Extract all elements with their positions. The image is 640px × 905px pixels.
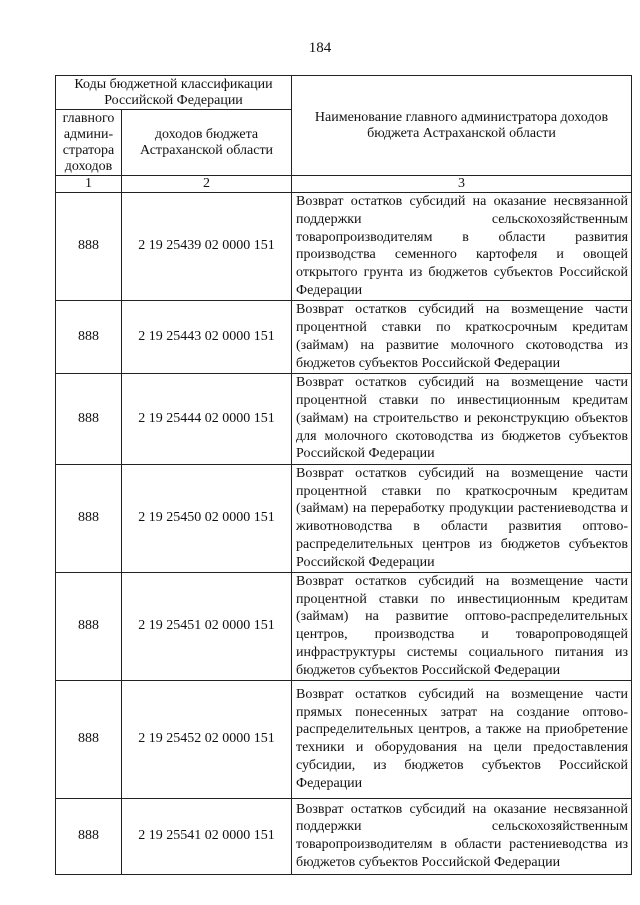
header-revenue-code: доходов бюджета Астраханской области bbox=[122, 110, 292, 176]
revenue-code-cell: 2 19 25444 02 0000 151 bbox=[122, 373, 292, 464]
admin-code-cell: 888 bbox=[56, 193, 122, 301]
revenue-name-cell: Возврат остатков субсидий на возмещение части процентной ставки по краткосрочным кредитам (займам) на развитие молочного скотоводства из бюджетов субъектов Российской Федерации bbox=[292, 300, 632, 373]
column-number-1: 1 bbox=[56, 176, 122, 193]
table-row bbox=[56, 300, 632, 373]
revenue-code-cell: 2 19 25439 02 0000 151 bbox=[122, 193, 292, 301]
revenue-code-cell: 2 19 25541 02 0000 151 bbox=[122, 798, 292, 874]
header-budget-codes: Коды бюджетной классификации Российской Федерации bbox=[56, 76, 292, 110]
revenue-code-cell: 2 19 25451 02 0000 151 bbox=[122, 572, 292, 680]
revenue-code-cell: 2 19 25452 02 0000 151 bbox=[122, 680, 292, 798]
table-row bbox=[56, 373, 632, 464]
table-row bbox=[56, 193, 632, 301]
header-main-administrator: главного админи-стратора доходов bbox=[56, 110, 122, 176]
admin-code-cell: 888 bbox=[56, 572, 122, 680]
admin-code-cell: 888 bbox=[56, 464, 122, 572]
admin-code-cell: 888 bbox=[56, 680, 122, 798]
table-row bbox=[56, 572, 632, 680]
column-number-3: 3 bbox=[292, 176, 632, 193]
page-number: 184 bbox=[308, 40, 332, 56]
revenue-name-cell: Возврат остатков субсидий на оказание несвязанной поддержки сельскохозяйственным товаропроизводителям в области растениеводства из бюджетов субъектов Российской Федерации bbox=[292, 798, 632, 874]
revenue-name-cell: Возврат остатков субсидий на возмещение части процентной ставки по краткосрочным кредитам (займам) на переработку продукции растениеводства и животноводства в области развития оптово-распределительных центров из бюджетов субъектов Российской Федерации bbox=[292, 464, 632, 572]
header-administrator-name: Наименование главного администратора доходов бюджета Астраханской области bbox=[292, 76, 632, 176]
revenue-code-cell: 2 19 25443 02 0000 151 bbox=[122, 300, 292, 373]
admin-code-cell: 888 bbox=[56, 300, 122, 373]
column-number-2: 2 bbox=[122, 176, 292, 193]
revenue-name-cell: Возврат остатков субсидий на возмещение части процентной ставки по инвестиционным кредитам (займам) на развитие оптово-распределительных центров, производства и товаропроводящей инфраструктуры системы социального питания из бюджетов субъектов Российской Федерации bbox=[292, 572, 632, 680]
revenue-name-cell: Возврат остатков субсидий на оказание несвязанной поддержки сельскохозяйственным товаропроизводителям в области развития производства семенного картофеля и овощей открытого грунта из бюджетов субъектов Российской Федерации bbox=[292, 193, 632, 301]
table-row bbox=[56, 680, 632, 798]
revenue-name-cell: Возврат остатков субсидий на возмещение части процентной ставки по инвестиционным кредитам (займам) на строительство и реконструкцию объектов для молочного скотоводства из бюджетов субъектов Российской Федерации bbox=[292, 373, 632, 464]
revenue-code-cell: 2 19 25450 02 0000 151 bbox=[122, 464, 292, 572]
admin-code-cell: 888 bbox=[56, 798, 122, 874]
admin-code-cell: 888 bbox=[56, 373, 122, 464]
budget-classification-table bbox=[55, 75, 632, 875]
table-row bbox=[56, 464, 632, 572]
revenue-name-cell: Возврат остатков субсидий на возмещение части прямых понесенных затрат на создание оптово-распределительных центров, а также на приобретение техники и оборудования на цели предоставления субсидии, из бюджетов субъектов Российской Федерации bbox=[292, 680, 632, 798]
table-row bbox=[56, 798, 632, 874]
